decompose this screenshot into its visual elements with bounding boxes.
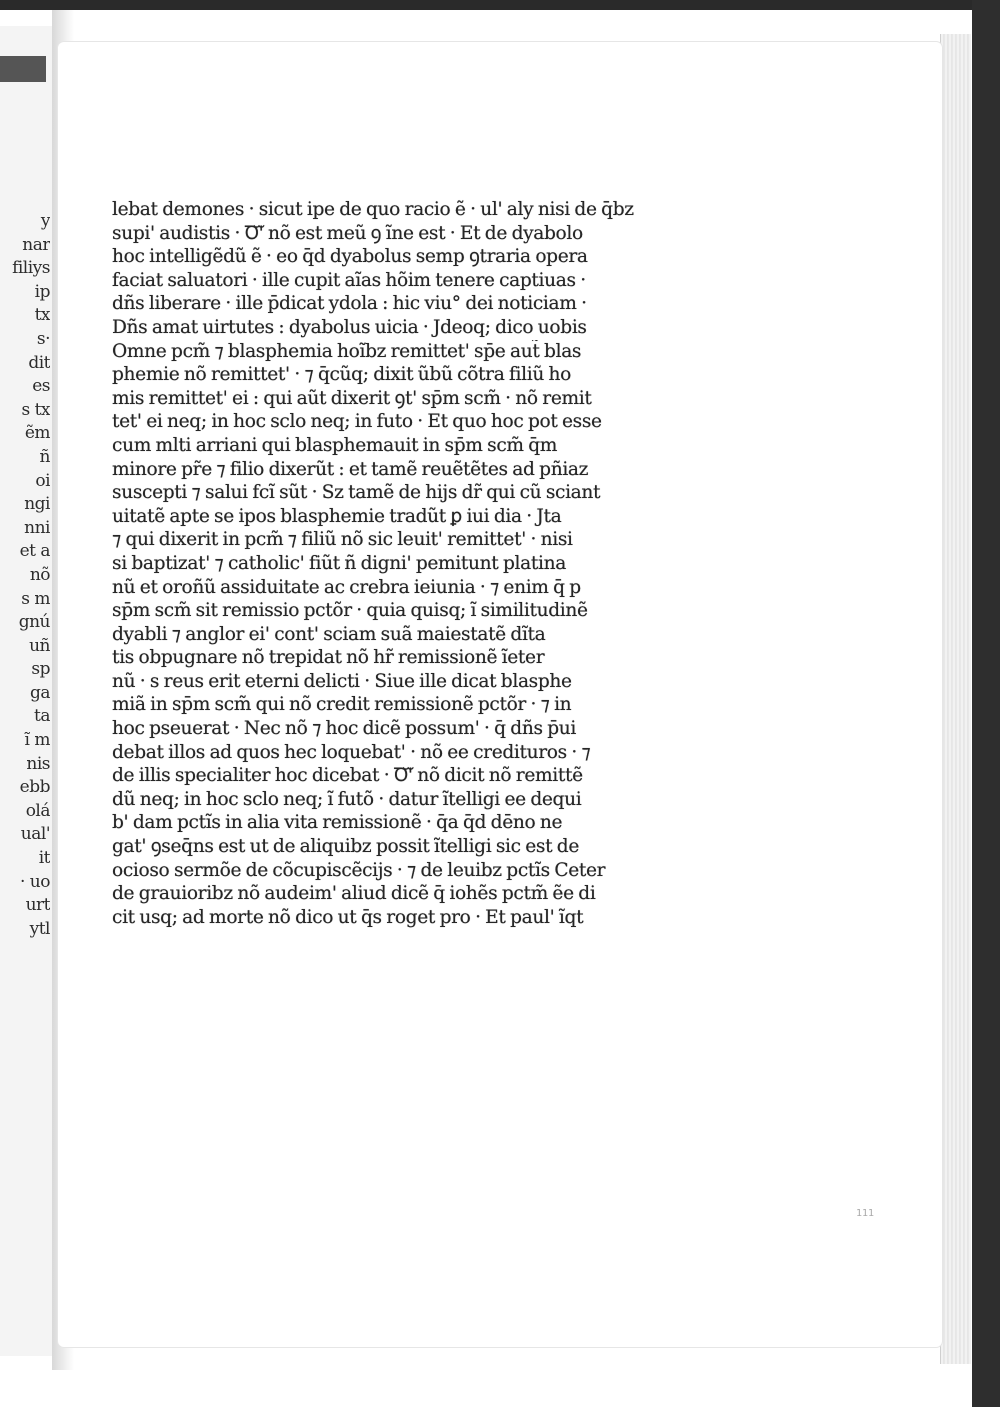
text-line: de illis specialiter hoc dicebat · Ꝺᷓ' nõ dicit nõ remittẽ [112,765,583,787]
left-page-line: oi [35,470,50,491]
text-line: gat' ꝯseq̄ns est ut de aliquibz possit ĩtelligi sic est de [112,836,580,858]
text-line: debat illos ad quos hec loquebat' · nõ ee credituros · ⁊ [112,741,591,763]
left-page-text [2,210,50,941]
text-line: ocioso sermõe de cõcupiscẽcijs · ⁊ de leuibz pctĩs Ceter [112,859,606,881]
left-page-line: ga [29,682,50,703]
text-line: Dñs amat uirtutes : dyabolus uicia · Jdeoq; dico uobis [112,316,587,338]
left-page-line: nõ [29,564,50,585]
text-line: hoc pseuerat · Nec nõ ⁊ hoc dicẽ possum' · q̄ dñs p̄ui [112,718,576,740]
left-page-line: dit [28,352,50,373]
folio-mark: 111 [856,1208,875,1219]
left-page-line: ip [34,281,50,302]
text-line: nũ · s reus erit eterni delicti · Siue ille dicat blasphe [112,670,572,692]
left-page-line: s m [21,588,50,609]
left-page-line: uñ [29,635,50,656]
text-line: dñs liberare · ille p̄dicat ydola : hic viu° dei noticiam · [112,293,587,315]
text-block [112,198,802,929]
left-page-line: ĩ m [24,730,50,751]
text-line: si baptizat' ⁊ catholic' fiũt ñ digni' pemitunt platina [112,552,566,574]
text-line: dũ neq; in hoc sclo neq; ĩ futõ · datur ĩtelligi ee dequi [112,788,582,810]
text-line: Omne pcm̃ ⁊ blasphemia hoĩbz remittet' sp̄e aut̃ blas [112,340,582,362]
left-page-line: y [40,211,50,231]
left-page-line: · uo [20,871,50,892]
left-page-line: ta [34,706,50,727]
text-line: de grauioribz nõ audeim' aliud dicẽ q̄ iohẽs pctm̃ ẽe di [112,883,596,905]
text-line: dyabli ⁊ anglor ei' cont' sciam suã maiestatẽ dĩta [112,623,546,645]
left-page-line: urt [25,895,50,916]
text-line: ⁊ qui dixerit in pcm̃ ⁊ filiũ nõ sic leuit' remittet' · nisi [112,529,573,551]
page-edges [940,34,971,1364]
text-line: nũ et oroñũ assiduitate ac crebra ieiunia · ⁊ enim q̄ p [112,576,581,598]
left-page-line: filiys [12,258,50,279]
text-line: tet' ei neq; in hoc sclo neq; in futo · Et quo hoc pot esse [112,411,602,433]
scan-border-top [0,0,1000,10]
left-page-line: nar [22,234,50,255]
left-page-line: ngi [24,494,50,515]
left-page-line: et a [19,541,50,562]
text-line: cum mlti arriani qui blasphemauit in sp̄m scm̃ q̄m [112,434,558,456]
text-line: faciat saluatori · ille cupit aĩas hõim tenere captiuas · [112,269,586,291]
text-line: sp̄m scm̃ sit remissio pctõr · quia quisq; ĩ similitudinẽ [112,600,588,622]
scan-border-right [972,0,1000,1407]
left-page-line: es [32,376,50,397]
left-page-line: it [38,848,50,869]
left-page-line: olá [25,800,50,821]
text-line: cit usq; ad morte nõ dico ut q̄s roget pro · Et paul' ĩqt [112,906,584,928]
text-line: mis remittet' ei : qui aũt dixerit ꝯt' sp̄m scm̃ · nõ remit [112,387,592,409]
left-page-line: s· [36,328,50,349]
left-page-line: ẽm [24,423,50,444]
text-line: tis obpugnare nõ trepidat nõ hr̃ remissionẽ ĩeter [112,647,545,669]
text-line: uitatẽ apte se ipos blasphemie tradũt ꝑ iui dia · Jta [112,505,562,527]
text-line: supi' audistis · Ꝺᷓ' nõ est meũ ꝯ ĩne est · Et de dyabolo [112,222,583,244]
left-page-line: sp [31,659,50,680]
text-line: hoc intelligẽdũ ẽ · eo q̄d dyabolus semp ꝯtraria opera [112,246,588,268]
left-page-tab [0,56,46,82]
text-line: b' dam pctĩs in alia vita remissionẽ · q̄a q̄d dēno ne [112,812,563,834]
left-page-line: gnú [18,612,50,633]
text-line: minore pr̃e ⁊ filio dixerũt : et tamẽ reuẽtẽtes ad pñiaz [112,458,589,480]
text-line: phemie nõ remittet' · ⁊ q̄cũq; dixit ũbũ cõtra filiũ ho [112,364,571,386]
left-page-line: ebb [19,777,50,798]
text-line: miã in sp̄m scm̃ qui nõ credit remissionẽ pctõr · ⁊ in [112,694,572,716]
left-page-line: nni [24,517,50,538]
left-page-line: s tx [21,399,50,420]
text-line: lebat demones · sicut ipe de quo racio ẽ · ul' aly nisi de q̄bz [112,199,634,220]
left-page-line: ytl [29,918,50,939]
left-page-line: nis [26,753,50,774]
left-page-line: ual' [20,824,50,845]
left-page-line: ñ [39,446,50,467]
left-page-line: tx [34,305,50,326]
text-line: suscepti ⁊ salui fcĩ sũt · Sz tamẽ de hijs dr̃ qui cũ sciant [112,482,601,504]
